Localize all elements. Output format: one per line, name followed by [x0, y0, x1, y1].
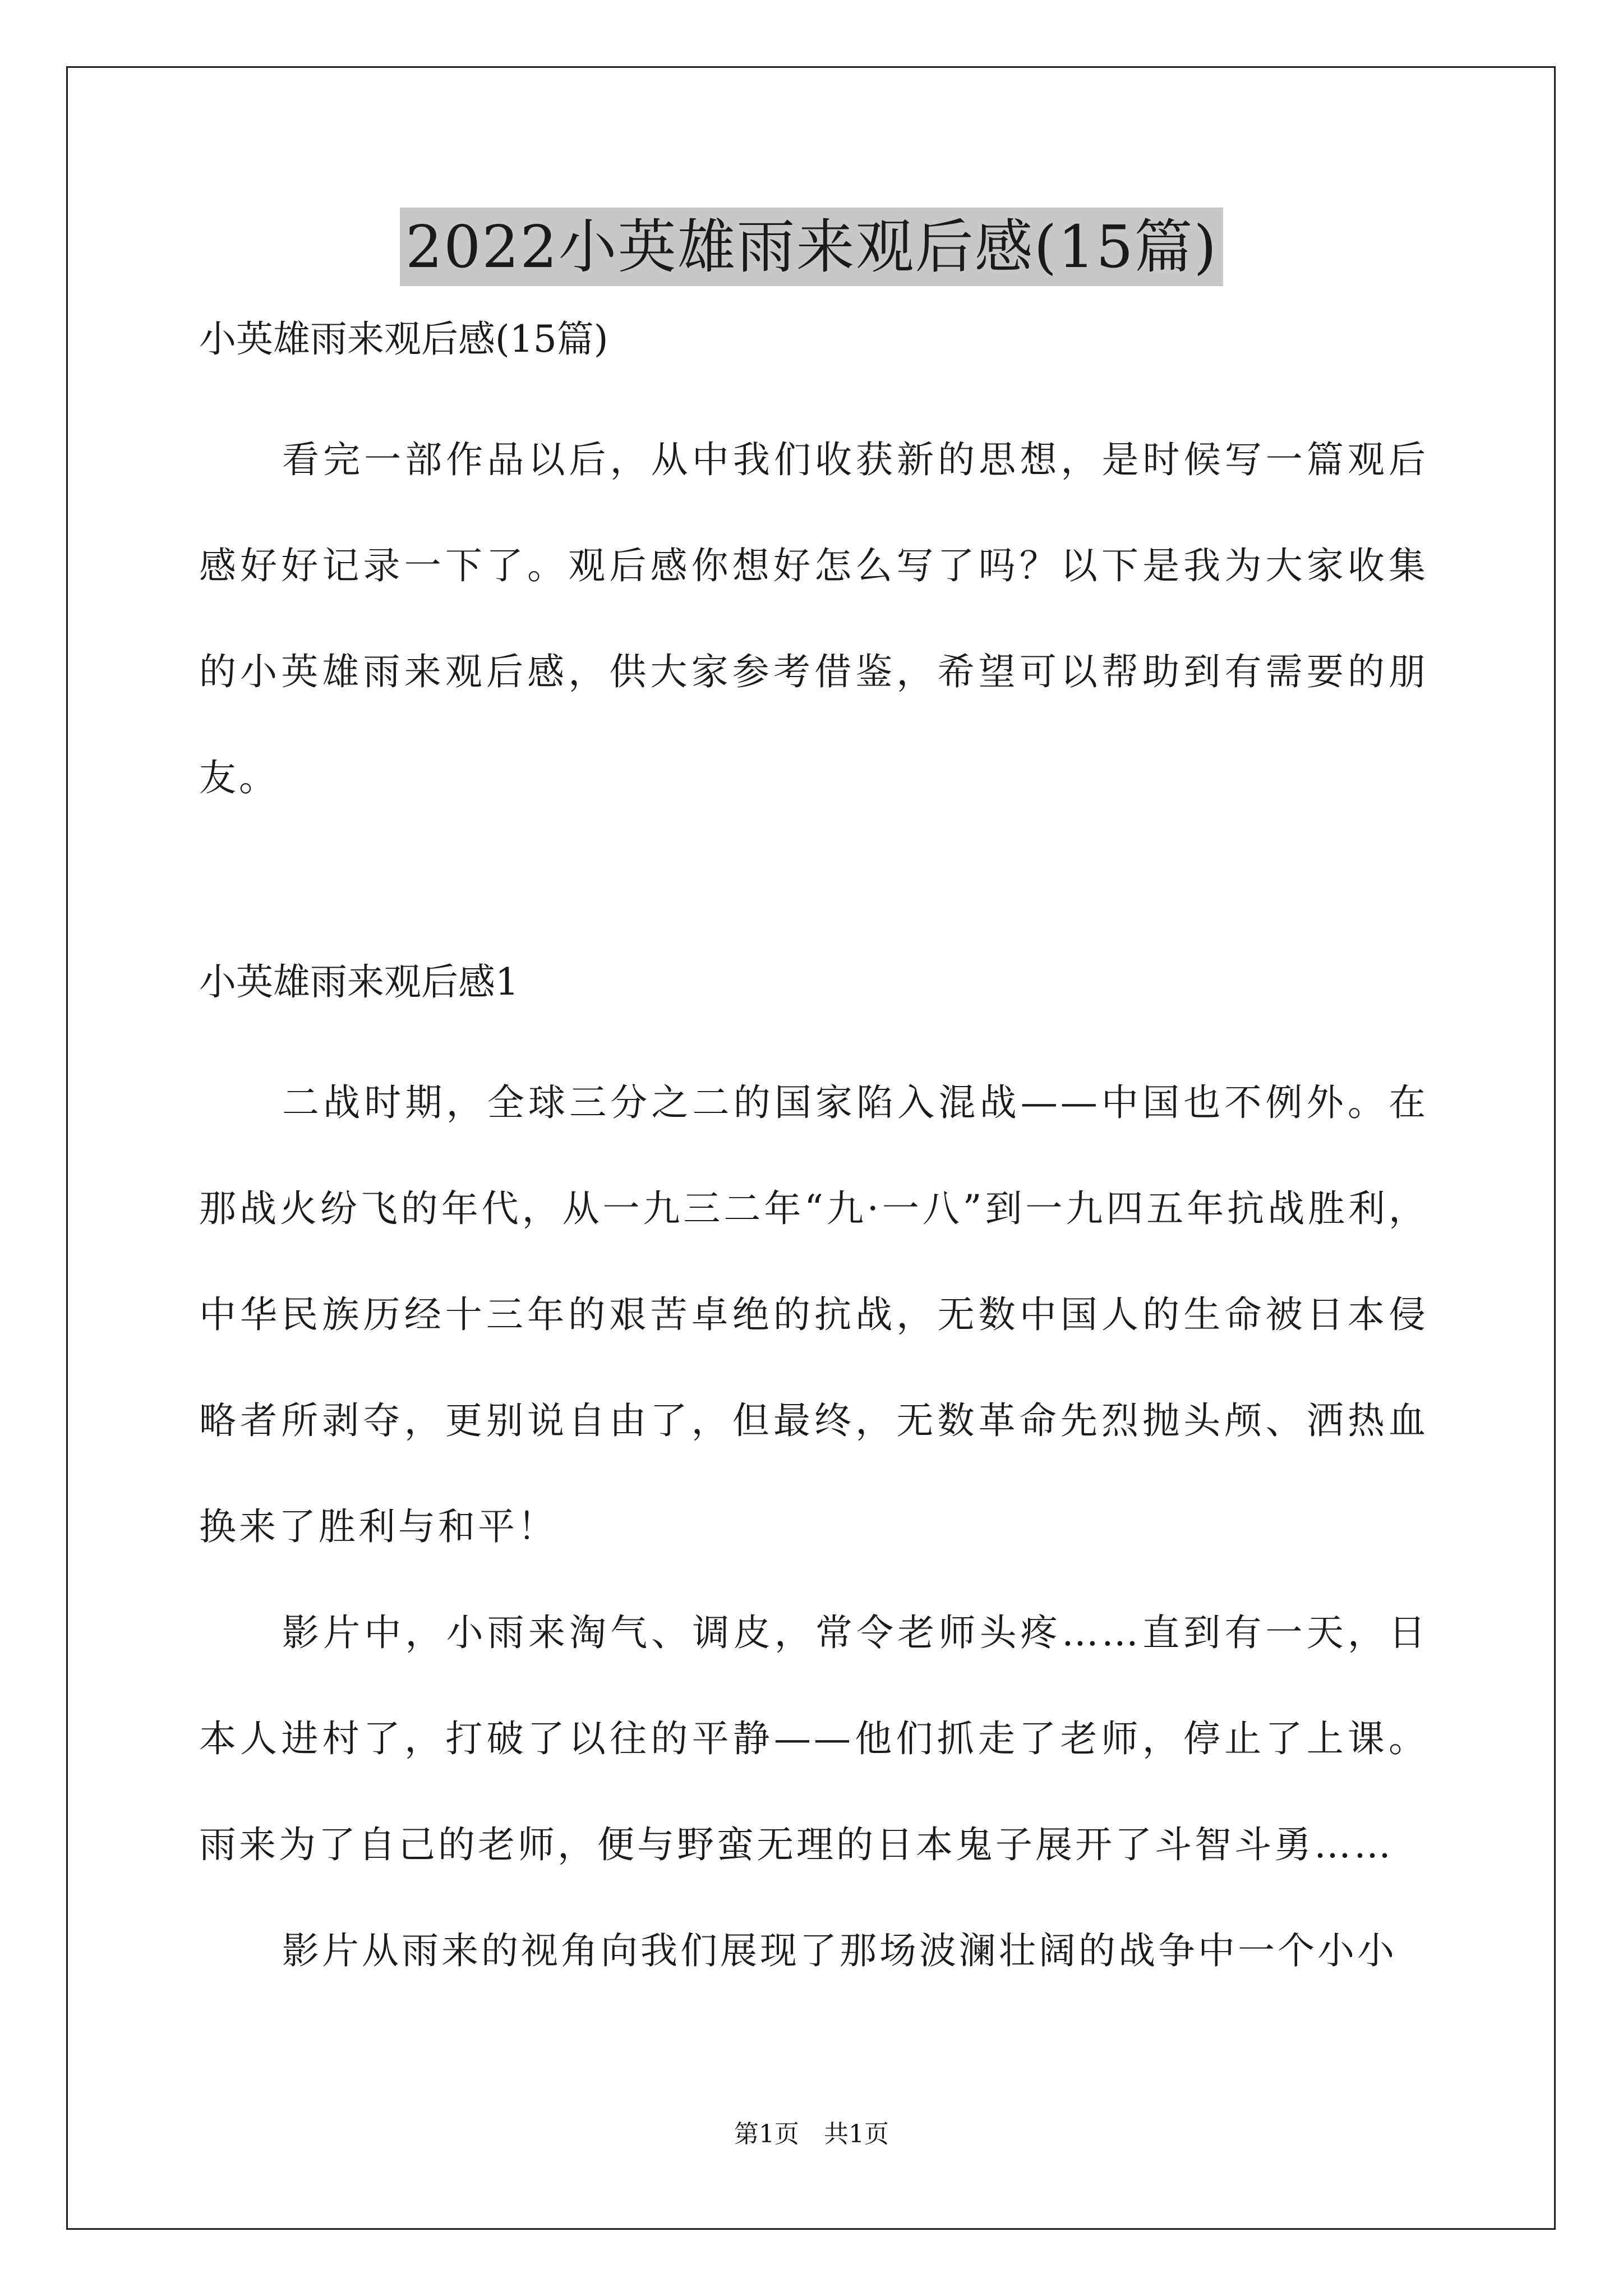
page-footer — [0, 2118, 1623, 2151]
document-subtitle: 小英雄雨来观后感(15篇) — [199, 318, 608, 361]
title-container — [0, 208, 1623, 286]
intro-paragraph: 看完一部作品以后，从中我们收获新的思想，是时候写一篇观后感好好记录一下了。观后感你想好怎么写了吗？以下是我为大家收集的小英雄雨来观后感，供大家参考借鉴，希望可以帮助到有需要的朋友。 — [199, 438, 1428, 799]
page-total: 共1页 — [824, 2120, 889, 2148]
page-number: 第1页 — [734, 2120, 799, 2148]
spacer — [199, 1016, 1428, 1050]
body-paragraph: 二战时期，全球三分之二的国家陷入混战——中国也不例外。在那战火纷飞的年代，从一九三二年“九·一八”到一九四五年抗战胜利，中华民族历经十三年的艰苦卓绝的抗战，无数中国人的生命被日本侵略者所剥夺，更别说自由了，但最终，无数革命先烈抛头颅、洒热血换来了胜利与和平！ — [199, 1081, 1428, 1548]
spacer — [199, 831, 1428, 949]
body-paragraph: 影片中，小雨来淘气、调皮，常令老师头疼……直到有一天，日本人进村了，打破了以往的平静——他们抓走了老师，停止了上课。雨来为了自己的老师，便与野蛮无理的日本鬼子展开了斗智斗勇…… — [199, 1611, 1428, 1866]
spacer — [199, 373, 1428, 407]
section-heading: 小英雄雨来观后感1 — [199, 960, 519, 1004]
document-body — [199, 306, 1428, 2004]
body-paragraph: 影片从雨来的视角向我们展现了那场波澜壮阔的战争中一个小小 — [282, 1929, 1397, 1972]
document-title: 2022小英雄雨来观后感(15篇) — [400, 208, 1223, 286]
